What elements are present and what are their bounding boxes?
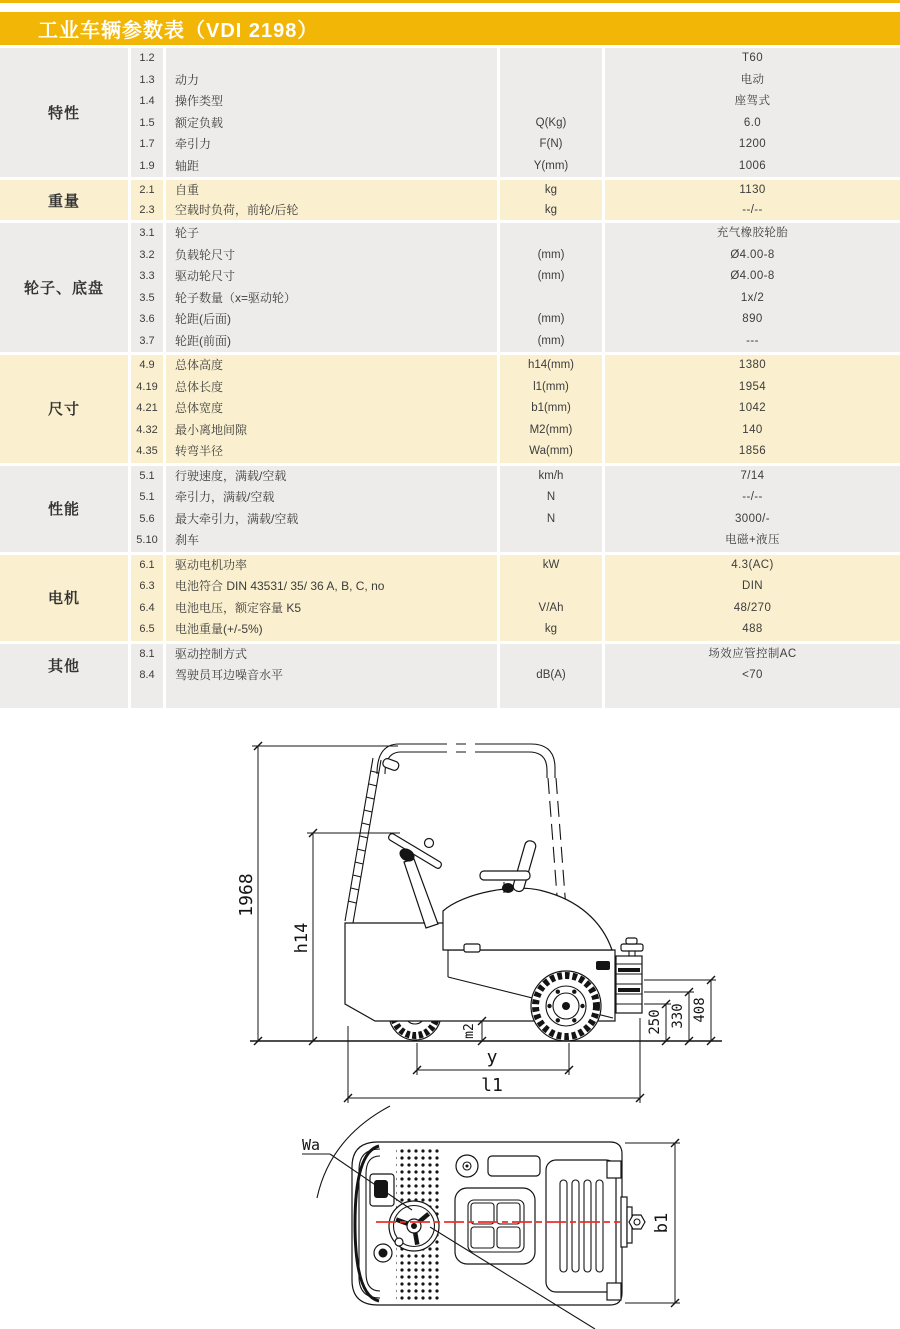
row-no: 1.5 (139, 116, 155, 129)
dim-label-hitch-330: 330 (670, 1003, 686, 1029)
dim-label-wheelbase: y (486, 1047, 498, 1068)
row-desc: 最大牵引力，满载/空载 (175, 511, 299, 526)
section-category: 轮子、底盘 (0, 223, 128, 352)
row-val: 座驾式 (734, 95, 771, 107)
row-val: 1130 (739, 184, 766, 196)
row-unit (500, 223, 602, 245)
row-desc: 驱动控制方式 (175, 646, 248, 661)
column-val (605, 223, 900, 352)
tow-hitch-top (621, 1197, 645, 1247)
row-no: 8.1 (139, 647, 155, 660)
row-desc: 电池电压，额定容量 K5 (175, 600, 302, 615)
body-handle (464, 944, 480, 952)
rear-wheel (531, 971, 601, 1041)
technical-drawing (0, 712, 900, 1329)
dim-wheelbase (413, 1043, 573, 1075)
column-no (131, 466, 163, 552)
row-val: <70 (742, 669, 763, 681)
row-desc: 轮距(后面) (175, 312, 231, 326)
table-section-0 (0, 48, 900, 177)
dim-label-m2: m2 (462, 1023, 477, 1039)
row-unit: V/Ah (538, 601, 564, 614)
row-val: 140 (742, 423, 763, 436)
row-unit: N (546, 491, 556, 503)
row-no: 1.2 (139, 52, 155, 64)
column-unit (500, 644, 602, 708)
spec-table (0, 48, 900, 711)
table-section-2 (0, 223, 900, 352)
row-desc: 轮子 (175, 226, 200, 240)
row-val: 1042 (738, 402, 767, 414)
row-desc: 电池符合 DIN 43531/ 35/ 36 A, B, C, no (175, 579, 385, 593)
row-desc: 轮距(前面) (175, 333, 231, 348)
column-val (605, 180, 900, 220)
row-desc: 行驶速度，满载/空载 (175, 468, 287, 483)
row-no: 5.10 (136, 534, 158, 546)
dim-label-hitch-250: 250 (647, 1009, 663, 1035)
row-desc: 最小离地间隙 (175, 422, 248, 437)
page-title: 工业车辆参数表（VDI 2198） (38, 20, 319, 42)
row-val: 1200 (738, 138, 767, 150)
row-val: 场效应管控制AC (708, 647, 797, 660)
row-unit: km/h (538, 469, 564, 482)
table-section-6 (0, 644, 900, 708)
row-desc: 刹车 (175, 533, 200, 547)
seat-top (455, 1188, 535, 1264)
row-val: Ø4.00-8 (730, 248, 775, 261)
column-no (131, 355, 163, 463)
instrument-dial (456, 1155, 478, 1177)
dim-label-hitch-408: 408 (692, 997, 708, 1023)
column-desc (166, 48, 497, 177)
column-unit (500, 223, 602, 352)
row-val: 48/270 (733, 601, 772, 614)
row-unit: h14(mm) (527, 359, 574, 371)
section-category: 重量 (0, 180, 128, 220)
row-val: 电磁+液压 (725, 534, 780, 546)
row-unit (500, 644, 602, 666)
row-no: 3.2 (139, 248, 155, 261)
column-desc (166, 355, 497, 463)
row-no: 3.7 (139, 334, 155, 347)
row-no: 4.21 (136, 402, 158, 414)
table-section-4 (0, 466, 900, 552)
row-val: 890 (742, 313, 763, 325)
row-unit: Wa(mm) (529, 445, 573, 457)
column-no (131, 555, 163, 641)
dim-label-h14: h14 (292, 922, 312, 954)
side-view-drawing (236, 740, 722, 1103)
row-unit: kg (544, 204, 558, 216)
row-val: 7/14 (740, 469, 765, 482)
dim-hitch-heights (644, 976, 716, 1045)
row-no: 1.7 (139, 138, 155, 150)
column-unit (500, 180, 602, 220)
dim-label-overall-length: l1 (481, 1075, 503, 1096)
column-no (131, 180, 163, 220)
row-unit: Y(mm) (533, 159, 569, 172)
steering-wheel-side (387, 833, 442, 928)
row-unit: (mm) (537, 334, 565, 347)
row-desc: 总体长度 (175, 379, 224, 394)
row-unit: N (546, 512, 556, 525)
row-desc: 负载轮尺寸 (175, 247, 236, 262)
row-unit: M2(mm) (529, 423, 573, 436)
section-category: 性能 (0, 466, 128, 552)
row-desc: 额定负载 (175, 115, 224, 130)
row-no: 4.35 (136, 445, 158, 457)
column-unit (500, 466, 602, 552)
row-no: 1.9 (139, 159, 155, 172)
row-no: 6.5 (139, 623, 155, 635)
row-desc: 电池重量(+/-5%) (175, 622, 263, 636)
row-val: 1x/2 (740, 291, 765, 304)
row-unit (500, 530, 602, 552)
row-val: 3000/- (734, 512, 770, 525)
row-desc: 总体宽度 (175, 401, 224, 415)
row-no: 1.3 (139, 73, 155, 86)
row-unit: (mm) (537, 270, 565, 282)
row-no: 3.3 (139, 270, 155, 282)
top-view-drawing (302, 1106, 680, 1329)
row-val: 1380 (738, 359, 767, 371)
panel-top (488, 1156, 540, 1176)
section-category: 其他 (0, 644, 128, 708)
seat-side (480, 840, 537, 893)
row-no: 3.1 (139, 227, 155, 239)
row-no: 6.3 (139, 580, 155, 592)
column-val (605, 48, 900, 177)
row-desc: 空载时负荷，前轮/后轮 (175, 203, 299, 217)
column-val (605, 355, 900, 463)
row-desc: 操作类型 (175, 94, 224, 108)
row-val: T60 (741, 52, 764, 64)
row-desc: 自重 (175, 183, 200, 197)
rear-deck (546, 1160, 621, 1300)
row-desc: 驱动电机功率 (175, 557, 248, 572)
column-val (605, 466, 900, 552)
row-unit: b1(mm) (531, 402, 571, 414)
row-no: 6.1 (139, 558, 155, 571)
dim-label-b1: b1 (652, 1212, 672, 1234)
row-desc: 驱动轮尺寸 (175, 269, 236, 283)
row-unit (500, 288, 602, 310)
section-category: 电机 (0, 555, 128, 641)
steering-wheel-top (389, 1201, 439, 1251)
row-unit: dB(A) (536, 669, 566, 681)
row-desc: 动力 (175, 72, 200, 87)
column-desc (166, 644, 497, 708)
dim-label-overall-height: 1968 (236, 873, 257, 917)
column-unit (500, 555, 602, 641)
column-no (131, 48, 163, 177)
column-val (605, 555, 900, 641)
row-unit: kW (542, 558, 560, 571)
row-desc: 牵引力 (175, 137, 212, 151)
row-desc: 总体高度 (175, 358, 224, 372)
row-no: 5.6 (139, 512, 155, 525)
row-val: DIN (741, 580, 763, 592)
column-desc (166, 180, 497, 220)
section-category: 特性 (0, 48, 128, 177)
row-val: --/-- (742, 204, 763, 216)
row-no: 4.32 (136, 423, 158, 436)
row-no: 2.1 (139, 184, 155, 196)
table-section-5 (0, 555, 900, 641)
row-unit: (mm) (537, 248, 565, 261)
top-rule (0, 0, 900, 3)
row-no: 3.5 (139, 291, 155, 304)
row-val: 电动 (740, 73, 765, 86)
row-no: 2.3 (139, 204, 155, 216)
section-category: 尺寸 (0, 355, 128, 463)
row-val: 4.3(AC) (731, 558, 774, 571)
row-val: 6.0 (743, 116, 762, 129)
row-unit: kg (544, 184, 558, 196)
row-desc: 牵引力，满载/空载 (175, 490, 275, 504)
row-no: 8.4 (139, 669, 155, 681)
tow-hitch (616, 938, 643, 1013)
dim-label-wa: Wa (302, 1136, 321, 1154)
row-unit: Q(Kg) (535, 116, 567, 129)
row-desc: 驾驶员耳边噪音水平 (175, 668, 284, 682)
row-unit (500, 91, 602, 113)
row-unit: (mm) (537, 313, 565, 325)
row-val: 1006 (738, 159, 767, 172)
row-val: 1954 (738, 380, 767, 393)
column-unit (500, 355, 602, 463)
row-val: 488 (742, 623, 763, 635)
row-no: 4.19 (136, 380, 158, 393)
hood (443, 888, 612, 950)
row-desc: 轴距 (175, 158, 200, 173)
row-desc: 转弯半径 (175, 444, 224, 458)
column-desc (166, 223, 497, 352)
row-unit: l1(mm) (533, 380, 569, 393)
column-desc (166, 555, 497, 641)
header-bar (0, 12, 900, 45)
row-no: 3.6 (139, 313, 155, 325)
row-unit (500, 48, 602, 70)
reflector (596, 961, 610, 970)
row-no: 1.4 (139, 95, 155, 107)
row-unit (500, 576, 602, 598)
column-desc (166, 466, 497, 552)
row-val: --- (746, 334, 759, 347)
row-val: 充气橡胶轮胎 (716, 227, 789, 239)
row-val: 1856 (738, 445, 767, 457)
row-val: Ø4.00-8 (730, 270, 775, 282)
row-unit: F(N) (539, 138, 563, 150)
row-val: --/-- (742, 491, 763, 503)
row-no: 6.4 (139, 601, 155, 614)
row-unit: kg (544, 623, 558, 635)
column-unit (500, 48, 602, 177)
row-unit (500, 70, 602, 92)
table-section-1 (0, 180, 900, 220)
row-no: 4.9 (139, 359, 155, 371)
column-no (131, 644, 163, 708)
column-no (131, 223, 163, 352)
row-desc: 轮子数量（x=驱动轮） (175, 290, 297, 305)
row-no: 5.1 (139, 491, 155, 503)
row-no: 5.1 (139, 469, 155, 482)
table-section-3 (0, 355, 900, 463)
row-desc (166, 48, 497, 70)
column-val (605, 644, 900, 708)
